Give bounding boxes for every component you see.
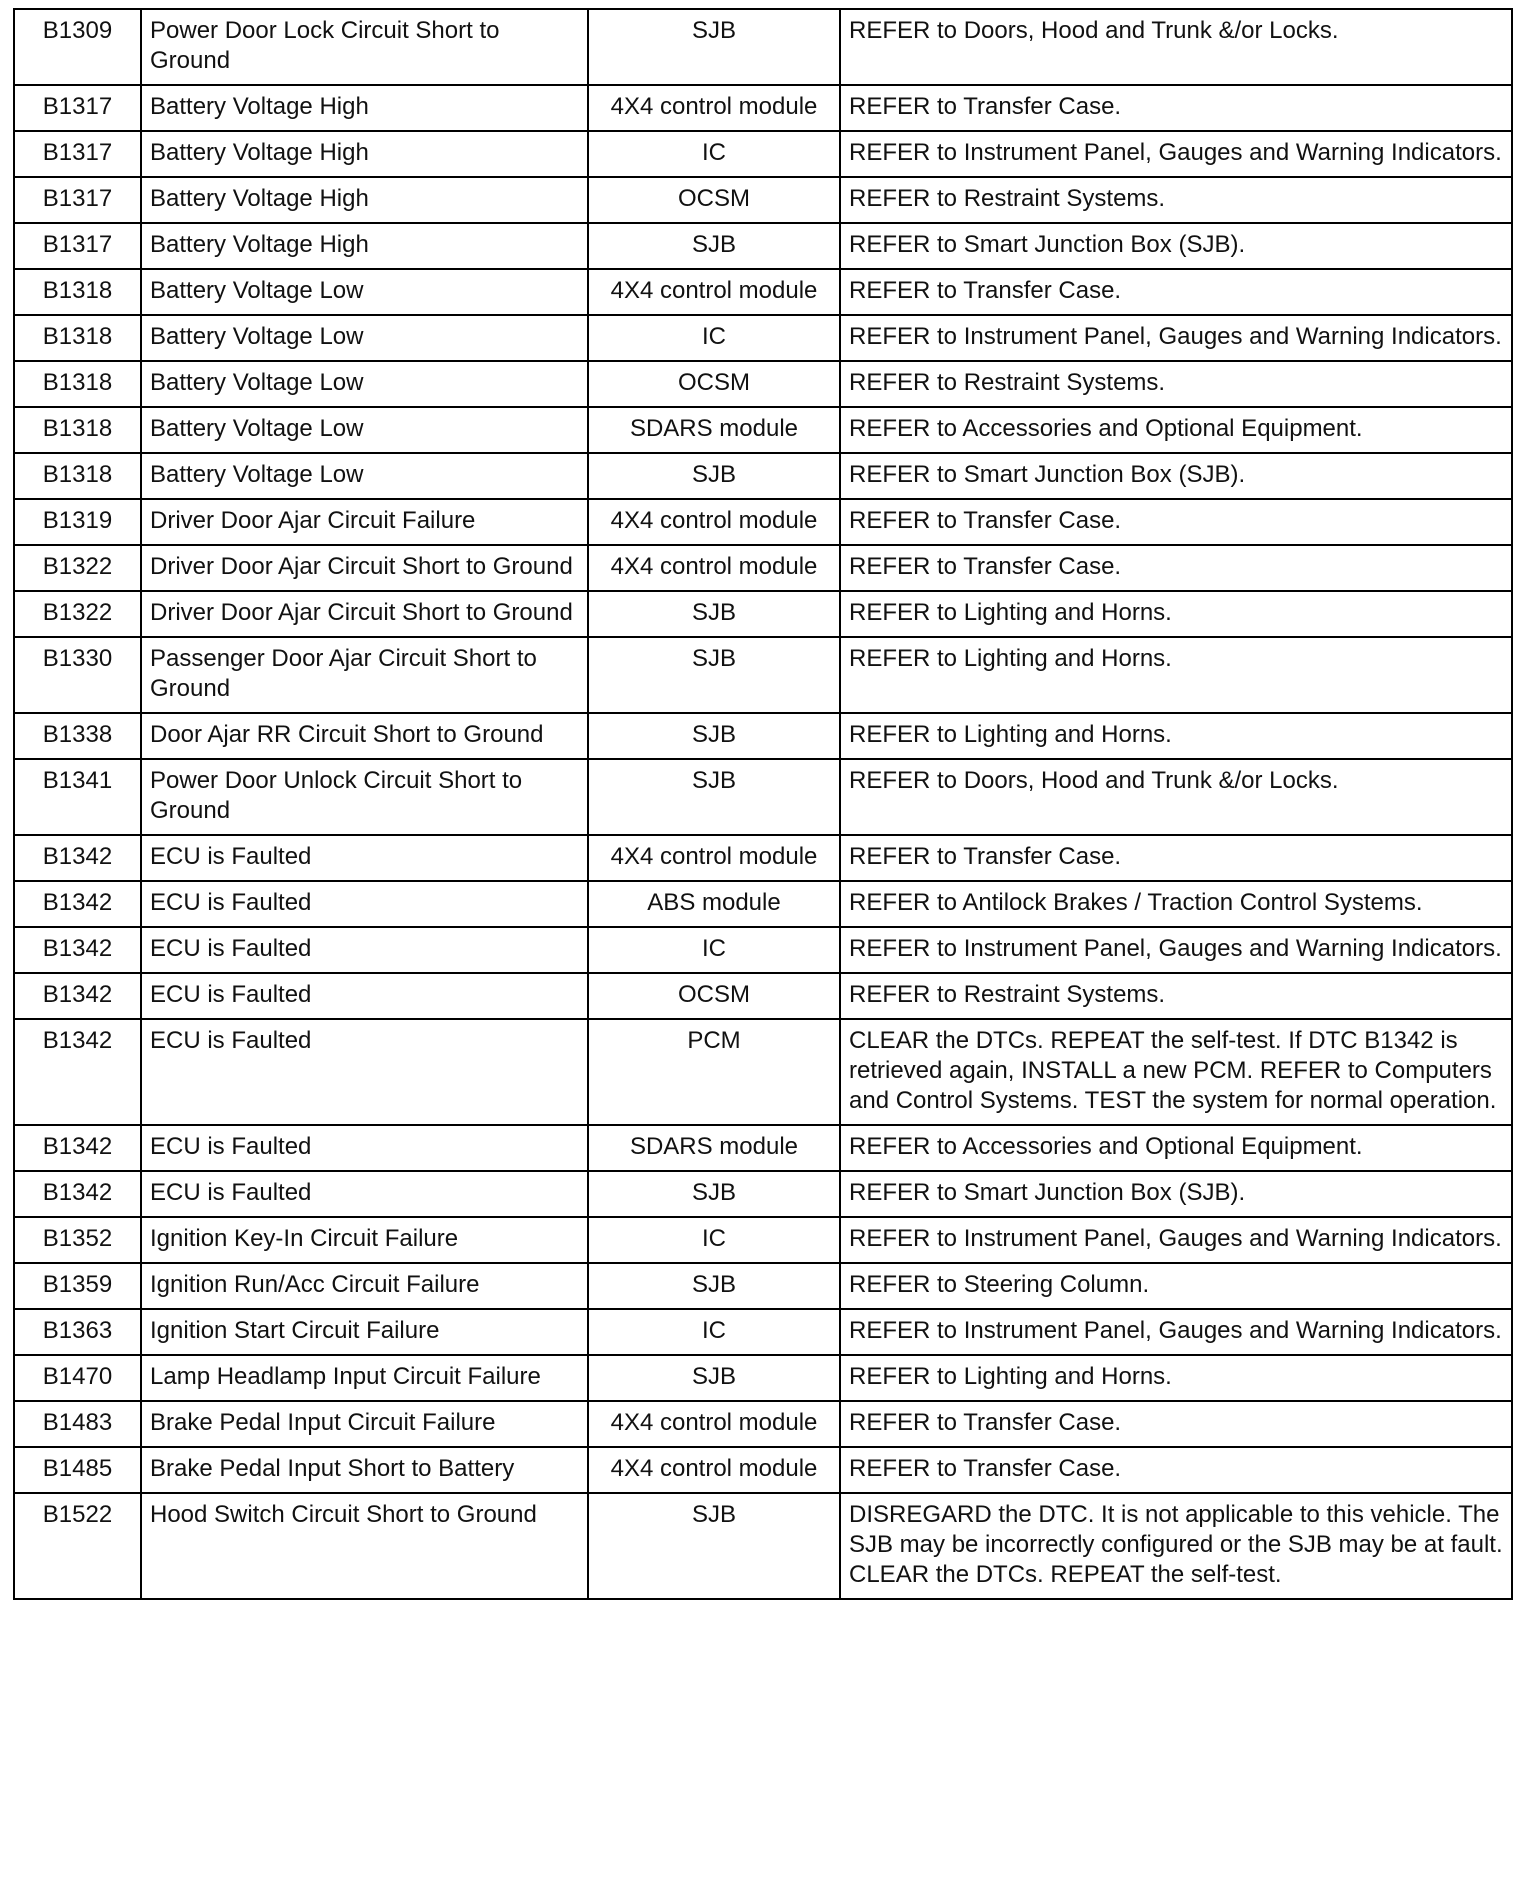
dtc-code-cell: B1342 (14, 1125, 141, 1171)
dtc-description-cell: Battery Voltage Low (141, 453, 588, 499)
dtc-description-cell: ECU is Faulted (141, 835, 588, 881)
dtc-description-cell: ECU is Faulted (141, 927, 588, 973)
dtc-description-cell: Battery Voltage Low (141, 361, 588, 407)
action-cell: REFER to Doors, Hood and Trunk &/or Locks. (840, 759, 1512, 835)
dtc-code-cell: B1317 (14, 85, 141, 131)
action-cell: REFER to Smart Junction Box (SJB). (840, 453, 1512, 499)
module-cell: PCM (588, 1019, 840, 1125)
module-cell: IC (588, 1309, 840, 1355)
action-cell: REFER to Accessories and Optional Equipment. (840, 407, 1512, 453)
module-cell: SJB (588, 1493, 840, 1599)
action-cell: REFER to Transfer Case. (840, 85, 1512, 131)
table-row (14, 1019, 1512, 1125)
table-row (14, 131, 1512, 177)
dtc-code-cell: B1309 (14, 9, 141, 85)
dtc-description-cell: Power Door Lock Circuit Short to Ground (141, 9, 588, 85)
dtc-description-cell: Driver Door Ajar Circuit Short to Ground (141, 545, 588, 591)
module-cell: IC (588, 131, 840, 177)
action-cell: REFER to Lighting and Horns. (840, 713, 1512, 759)
action-cell: REFER to Steering Column. (840, 1263, 1512, 1309)
action-cell: DISREGARD the DTC. It is not applicable to this vehicle. The SJB may be incorrectly configured or the SJB may be at fault. CLEAR the DTCs. REPEAT the self-test. (840, 1493, 1512, 1599)
dtc-description-cell: Passenger Door Ajar Circuit Short to Ground (141, 637, 588, 713)
dtc-code-cell: B1342 (14, 927, 141, 973)
action-cell: REFER to Transfer Case. (840, 545, 1512, 591)
action-cell: REFER to Transfer Case. (840, 835, 1512, 881)
dtc-code-cell: B1317 (14, 223, 141, 269)
dtc-description-cell: Ignition Key-In Circuit Failure (141, 1217, 588, 1263)
table-row (14, 407, 1512, 453)
dtc-code-cell: B1318 (14, 407, 141, 453)
dtc-code-cell: B1342 (14, 1171, 141, 1217)
module-cell: IC (588, 1217, 840, 1263)
dtc-code-cell: B1319 (14, 499, 141, 545)
dtc-code-cell: B1322 (14, 591, 141, 637)
action-cell: REFER to Transfer Case. (840, 499, 1512, 545)
dtc-description-cell: Ignition Start Circuit Failure (141, 1309, 588, 1355)
table-row (14, 1355, 1512, 1401)
module-cell: SDARS module (588, 1125, 840, 1171)
module-cell: ABS module (588, 881, 840, 927)
dtc-description-cell: Battery Voltage Low (141, 315, 588, 361)
dtc-code-cell: B1342 (14, 973, 141, 1019)
dtc-description-cell: Door Ajar RR Circuit Short to Ground (141, 713, 588, 759)
module-cell: 4X4 control module (588, 85, 840, 131)
dtc-code-cell: B1338 (14, 713, 141, 759)
dtc-description-cell: Driver Door Ajar Circuit Short to Ground (141, 591, 588, 637)
module-cell: 4X4 control module (588, 269, 840, 315)
module-cell: OCSM (588, 177, 840, 223)
dtc-description-cell: Battery Voltage High (141, 85, 588, 131)
module-cell: SJB (588, 223, 840, 269)
dtc-description-cell: ECU is Faulted (141, 973, 588, 1019)
action-cell: REFER to Transfer Case. (840, 269, 1512, 315)
module-cell: 4X4 control module (588, 1401, 840, 1447)
action-cell: REFER to Instrument Panel, Gauges and Warning Indicators. (840, 1309, 1512, 1355)
table-row (14, 835, 1512, 881)
dtc-description-cell: Battery Voltage High (141, 223, 588, 269)
module-cell: IC (588, 927, 840, 973)
module-cell: SJB (588, 1355, 840, 1401)
table-row (14, 85, 1512, 131)
table-row (14, 1401, 1512, 1447)
dtc-description-cell: Hood Switch Circuit Short to Ground (141, 1493, 588, 1599)
table-row (14, 545, 1512, 591)
dtc-table (13, 8, 1513, 1600)
dtc-code-cell: B1318 (14, 453, 141, 499)
action-cell: REFER to Smart Junction Box (SJB). (840, 1171, 1512, 1217)
action-cell: REFER to Transfer Case. (840, 1401, 1512, 1447)
module-cell: SJB (588, 591, 840, 637)
dtc-code-cell: B1470 (14, 1355, 141, 1401)
dtc-table-body (14, 9, 1512, 1599)
dtc-description-cell: ECU is Faulted (141, 881, 588, 927)
table-row (14, 223, 1512, 269)
table-row (14, 1309, 1512, 1355)
module-cell: 4X4 control module (588, 499, 840, 545)
dtc-description-cell: Battery Voltage Low (141, 407, 588, 453)
dtc-code-cell: B1522 (14, 1493, 141, 1599)
action-cell: REFER to Lighting and Horns. (840, 591, 1512, 637)
dtc-code-cell: B1318 (14, 361, 141, 407)
module-cell: SJB (588, 453, 840, 499)
dtc-code-cell: B1341 (14, 759, 141, 835)
table-row (14, 1263, 1512, 1309)
dtc-description-cell: Driver Door Ajar Circuit Failure (141, 499, 588, 545)
module-cell: 4X4 control module (588, 545, 840, 591)
table-row (14, 361, 1512, 407)
action-cell: REFER to Restraint Systems. (840, 177, 1512, 223)
dtc-code-cell: B1317 (14, 177, 141, 223)
module-cell: SJB (588, 759, 840, 835)
action-cell: REFER to Restraint Systems. (840, 973, 1512, 1019)
dtc-description-cell: Lamp Headlamp Input Circuit Failure (141, 1355, 588, 1401)
action-cell: REFER to Instrument Panel, Gauges and Warning Indicators. (840, 131, 1512, 177)
table-row (14, 9, 1512, 85)
dtc-code-cell: B1359 (14, 1263, 141, 1309)
table-row (14, 177, 1512, 223)
dtc-description-cell: Battery Voltage Low (141, 269, 588, 315)
module-cell: 4X4 control module (588, 1447, 840, 1493)
action-cell: REFER to Accessories and Optional Equipment. (840, 1125, 1512, 1171)
action-cell: REFER to Lighting and Horns. (840, 637, 1512, 713)
table-row (14, 269, 1512, 315)
action-cell: REFER to Doors, Hood and Trunk &/or Locks. (840, 9, 1512, 85)
dtc-code-cell: B1342 (14, 881, 141, 927)
module-cell: SJB (588, 713, 840, 759)
dtc-code-cell: B1485 (14, 1447, 141, 1493)
dtc-code-cell: B1317 (14, 131, 141, 177)
action-cell: REFER to Instrument Panel, Gauges and Warning Indicators. (840, 1217, 1512, 1263)
table-row (14, 927, 1512, 973)
dtc-code-cell: B1330 (14, 637, 141, 713)
action-cell: REFER to Smart Junction Box (SJB). (840, 223, 1512, 269)
dtc-code-cell: B1318 (14, 269, 141, 315)
table-row (14, 315, 1512, 361)
dtc-description-cell: Battery Voltage High (141, 177, 588, 223)
table-row (14, 759, 1512, 835)
module-cell: OCSM (588, 361, 840, 407)
module-cell: SJB (588, 1263, 840, 1309)
module-cell: SJB (588, 637, 840, 713)
action-cell: REFER to Restraint Systems. (840, 361, 1512, 407)
action-cell: REFER to Lighting and Horns. (840, 1355, 1512, 1401)
dtc-code-cell: B1342 (14, 1019, 141, 1125)
table-row (14, 453, 1512, 499)
table-row (14, 881, 1512, 927)
dtc-description-cell: Battery Voltage High (141, 131, 588, 177)
dtc-code-cell: B1342 (14, 835, 141, 881)
dtc-description-cell: Brake Pedal Input Circuit Failure (141, 1401, 588, 1447)
table-row (14, 591, 1512, 637)
module-cell: SDARS module (588, 407, 840, 453)
table-row (14, 499, 1512, 545)
action-cell: REFER to Instrument Panel, Gauges and Warning Indicators. (840, 927, 1512, 973)
dtc-description-cell: Brake Pedal Input Short to Battery (141, 1447, 588, 1493)
table-row (14, 713, 1512, 759)
table-row (14, 637, 1512, 713)
table-row (14, 1171, 1512, 1217)
table-row (14, 1447, 1512, 1493)
dtc-code-cell: B1483 (14, 1401, 141, 1447)
table-row (14, 1217, 1512, 1263)
action-cell: REFER to Transfer Case. (840, 1447, 1512, 1493)
dtc-code-cell: B1318 (14, 315, 141, 361)
module-cell: 4X4 control module (588, 835, 840, 881)
module-cell: OCSM (588, 973, 840, 1019)
action-cell: CLEAR the DTCs. REPEAT the self-test. If DTC B1342 is retrieved again, INSTALL a new PCM. REFER to Computers and Control Systems. TEST the system for normal operation. (840, 1019, 1512, 1125)
dtc-table-container (13, 8, 1511, 1600)
action-cell: REFER to Instrument Panel, Gauges and Warning Indicators. (840, 315, 1512, 361)
dtc-description-cell: ECU is Faulted (141, 1125, 588, 1171)
dtc-description-cell: Power Door Unlock Circuit Short to Ground (141, 759, 588, 835)
module-cell: SJB (588, 9, 840, 85)
table-row (14, 973, 1512, 1019)
dtc-description-cell: ECU is Faulted (141, 1171, 588, 1217)
dtc-code-cell: B1322 (14, 545, 141, 591)
module-cell: SJB (588, 1171, 840, 1217)
dtc-description-cell: Ignition Run/Acc Circuit Failure (141, 1263, 588, 1309)
table-row (14, 1493, 1512, 1599)
dtc-description-cell: ECU is Faulted (141, 1019, 588, 1125)
dtc-code-cell: B1352 (14, 1217, 141, 1263)
action-cell: REFER to Antilock Brakes / Traction Control Systems. (840, 881, 1512, 927)
module-cell: IC (588, 315, 840, 361)
dtc-code-cell: B1363 (14, 1309, 141, 1355)
table-row (14, 1125, 1512, 1171)
